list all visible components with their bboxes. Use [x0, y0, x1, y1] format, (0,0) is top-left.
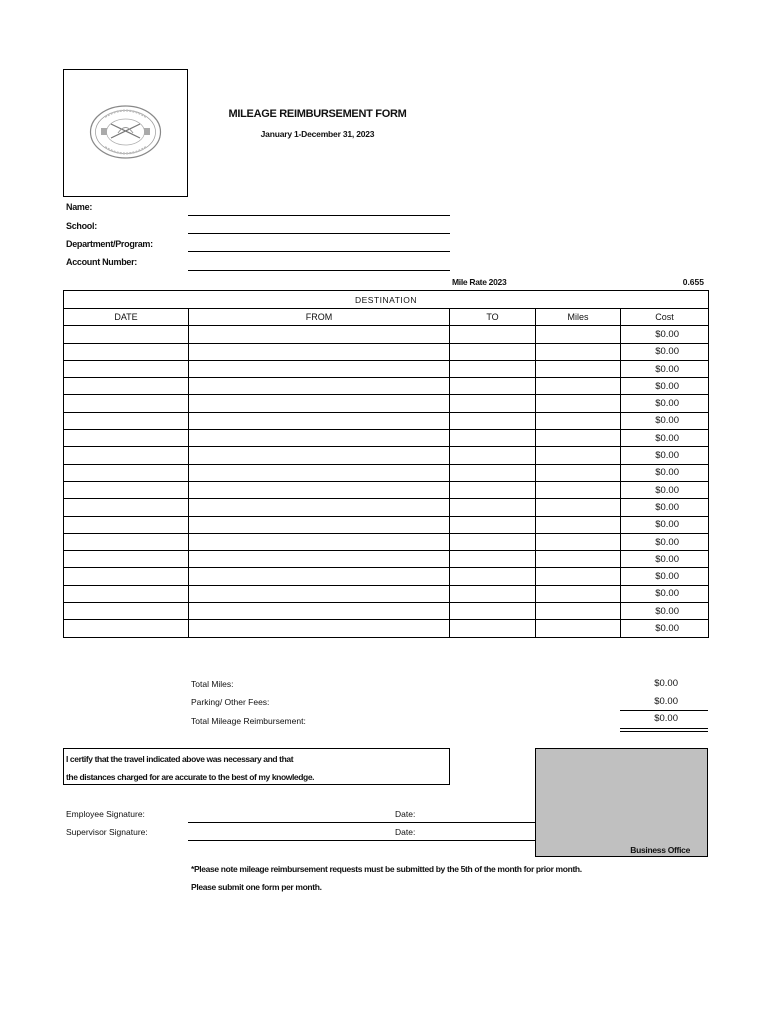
total-miles-label: Total Miles:: [191, 679, 234, 689]
employee-date-label: Date:: [395, 809, 416, 819]
table-row: [64, 551, 709, 568]
mileage-table: [63, 290, 709, 638]
mile-rate-value: 0.655: [682, 277, 704, 287]
parking-fees-value: $0.00: [654, 696, 678, 707]
to-cell[interactable]: [450, 481, 536, 498]
column-header-from: FROM: [189, 309, 450, 326]
date-cell[interactable]: [64, 481, 189, 498]
department-field[interactable]: [188, 251, 450, 252]
date-cell[interactable]: [64, 395, 189, 412]
mile-rate-label: Mile Rate 2023: [452, 277, 507, 287]
table-row: [64, 447, 709, 464]
table-row: [64, 533, 709, 550]
destination-header-row: [64, 291, 709, 309]
to-cell[interactable]: [450, 620, 536, 637]
miles-cell[interactable]: [536, 326, 621, 343]
to-cell[interactable]: [450, 551, 536, 568]
certification-line-1: I certify that the travel indicated above was necessary and that: [66, 754, 294, 764]
to-cell[interactable]: [450, 430, 536, 447]
cost-cell: $0.00: [621, 568, 709, 585]
submission-note: *Please note mileage reimbursement requests must be submitted by the 5th of the month for prior month.: [191, 864, 582, 874]
table-row: [64, 499, 709, 516]
to-cell[interactable]: [450, 343, 536, 360]
column-header-miles: Miles: [536, 309, 621, 326]
from-cell[interactable]: [189, 343, 450, 360]
from-cell[interactable]: [189, 378, 450, 395]
supervisor-date-label: Date:: [395, 827, 416, 837]
employee-signature-field[interactable]: [188, 822, 535, 823]
from-cell[interactable]: [189, 464, 450, 481]
destination-header: DESTINATION: [64, 291, 709, 309]
to-cell[interactable]: [450, 447, 536, 464]
cost-cell: $0.00: [621, 326, 709, 343]
supervisor-signature-field[interactable]: [188, 840, 535, 841]
column-header-row: [64, 309, 709, 326]
to-cell[interactable]: [450, 603, 536, 620]
supervisor-signature-label: Supervisor Signature:: [66, 827, 148, 837]
table-row: [64, 516, 709, 533]
cost-cell: $0.00: [621, 378, 709, 395]
date-cell[interactable]: [64, 568, 189, 585]
cost-cell: $0.00: [621, 481, 709, 498]
from-cell[interactable]: [189, 603, 450, 620]
miles-cell[interactable]: [536, 464, 621, 481]
from-cell[interactable]: [189, 395, 450, 412]
date-cell[interactable]: [64, 412, 189, 429]
date-cell[interactable]: [64, 585, 189, 602]
from-cell[interactable]: [189, 481, 450, 498]
department-label: Department/Program:: [66, 239, 153, 249]
account-number-field[interactable]: [188, 270, 450, 271]
to-cell[interactable]: [450, 395, 536, 412]
cost-cell: $0.00: [621, 430, 709, 447]
date-cell[interactable]: [64, 430, 189, 447]
cost-cell: $0.00: [621, 603, 709, 620]
miles-cell[interactable]: [536, 412, 621, 429]
cost-cell: $0.00: [621, 585, 709, 602]
total-reimbursement-label: Total Mileage Reimbursement:: [191, 716, 306, 726]
certification-line-2: the distances charged for are accurate to the best of my knowledge.: [66, 772, 315, 782]
to-cell[interactable]: [450, 464, 536, 481]
miles-cell[interactable]: [536, 447, 621, 464]
miles-cell[interactable]: [536, 343, 621, 360]
form-title: MILEAGE REIMBURSEMENT FORM: [228, 108, 407, 120]
date-cell[interactable]: [64, 551, 189, 568]
total-double-rule-1: [620, 728, 708, 729]
cost-cell: $0.00: [621, 360, 709, 377]
miles-cell[interactable]: [536, 568, 621, 585]
date-cell[interactable]: [64, 620, 189, 637]
miles-cell[interactable]: [536, 481, 621, 498]
form-period: January 1-December 31, 2023: [260, 129, 375, 139]
miles-cell[interactable]: [536, 395, 621, 412]
miles-cell[interactable]: [536, 585, 621, 602]
to-cell[interactable]: [450, 499, 536, 516]
miles-cell[interactable]: [536, 378, 621, 395]
from-cell[interactable]: [189, 499, 450, 516]
column-header-to: TO: [450, 309, 536, 326]
column-header-cost: Cost: [621, 309, 709, 326]
cost-cell: $0.00: [621, 551, 709, 568]
from-cell[interactable]: [189, 620, 450, 637]
miles-cell[interactable]: [536, 620, 621, 637]
to-cell[interactable]: [450, 533, 536, 550]
from-cell[interactable]: [189, 412, 450, 429]
to-cell[interactable]: [450, 326, 536, 343]
name-field[interactable]: [188, 215, 450, 216]
table-row: [64, 603, 709, 620]
cost-cell: $0.00: [621, 533, 709, 550]
table-row: [64, 430, 709, 447]
to-cell[interactable]: [450, 360, 536, 377]
cost-cell: $0.00: [621, 343, 709, 360]
table-row: [64, 395, 709, 412]
miles-cell[interactable]: [536, 430, 621, 447]
from-cell[interactable]: [189, 551, 450, 568]
table-row: [64, 620, 709, 637]
date-cell[interactable]: [64, 326, 189, 343]
business-office-box: [535, 748, 708, 857]
school-field[interactable]: [188, 233, 450, 234]
from-cell[interactable]: [189, 360, 450, 377]
from-cell[interactable]: [189, 516, 450, 533]
employee-signature-label: Employee Signature:: [66, 809, 145, 819]
cost-cell: $0.00: [621, 499, 709, 516]
date-cell[interactable]: [64, 603, 189, 620]
district-seal-logo: [89, 104, 162, 160]
to-cell[interactable]: [450, 378, 536, 395]
date-cell[interactable]: [64, 464, 189, 481]
table-row: [64, 412, 709, 429]
miles-cell[interactable]: [536, 603, 621, 620]
cost-cell: $0.00: [621, 620, 709, 637]
miles-cell[interactable]: [536, 360, 621, 377]
date-cell[interactable]: [64, 499, 189, 516]
school-label: School:: [66, 221, 97, 231]
date-cell[interactable]: [64, 360, 189, 377]
table-row: [64, 568, 709, 585]
table-row: [64, 378, 709, 395]
total-miles-value: $0.00: [654, 678, 678, 689]
miles-cell[interactable]: [536, 533, 621, 550]
from-cell[interactable]: [189, 585, 450, 602]
table-row: [64, 464, 709, 481]
date-cell[interactable]: [64, 378, 189, 395]
cost-cell: $0.00: [621, 395, 709, 412]
date-cell[interactable]: [64, 343, 189, 360]
total-reimbursement-value: $0.00: [654, 713, 678, 724]
table-row: [64, 326, 709, 343]
from-cell[interactable]: [189, 447, 450, 464]
miles-cell[interactable]: [536, 516, 621, 533]
table-row: [64, 343, 709, 360]
cost-cell: $0.00: [621, 412, 709, 429]
miles-cell[interactable]: [536, 499, 621, 516]
total-double-rule-2: [620, 731, 708, 732]
table-row: [64, 585, 709, 602]
to-cell[interactable]: [450, 568, 536, 585]
parking-fees-label: Parking/ Other Fees:: [191, 697, 270, 707]
column-header-date: DATE: [64, 309, 189, 326]
miles-cell[interactable]: [536, 551, 621, 568]
one-form-note: Please submit one form per month.: [191, 882, 322, 892]
to-cell[interactable]: [450, 516, 536, 533]
to-cell[interactable]: [450, 412, 536, 429]
date-cell[interactable]: [64, 533, 189, 550]
cost-cell: $0.00: [621, 516, 709, 533]
from-cell[interactable]: [189, 568, 450, 585]
date-cell[interactable]: [64, 516, 189, 533]
date-cell[interactable]: [64, 447, 189, 464]
account-number-label: Account Number:: [66, 257, 138, 267]
subtotal-rule: [620, 710, 708, 711]
from-cell[interactable]: [189, 326, 450, 343]
to-cell[interactable]: [450, 585, 536, 602]
logo-box: [63, 69, 188, 197]
table-row: [64, 360, 709, 377]
table-row: [64, 481, 709, 498]
name-label: Name:: [66, 202, 93, 212]
cost-cell: $0.00: [621, 464, 709, 481]
cost-cell: $0.00: [621, 447, 709, 464]
business-office-label: Business Office: [630, 845, 690, 855]
from-cell[interactable]: [189, 430, 450, 447]
from-cell[interactable]: [189, 533, 450, 550]
